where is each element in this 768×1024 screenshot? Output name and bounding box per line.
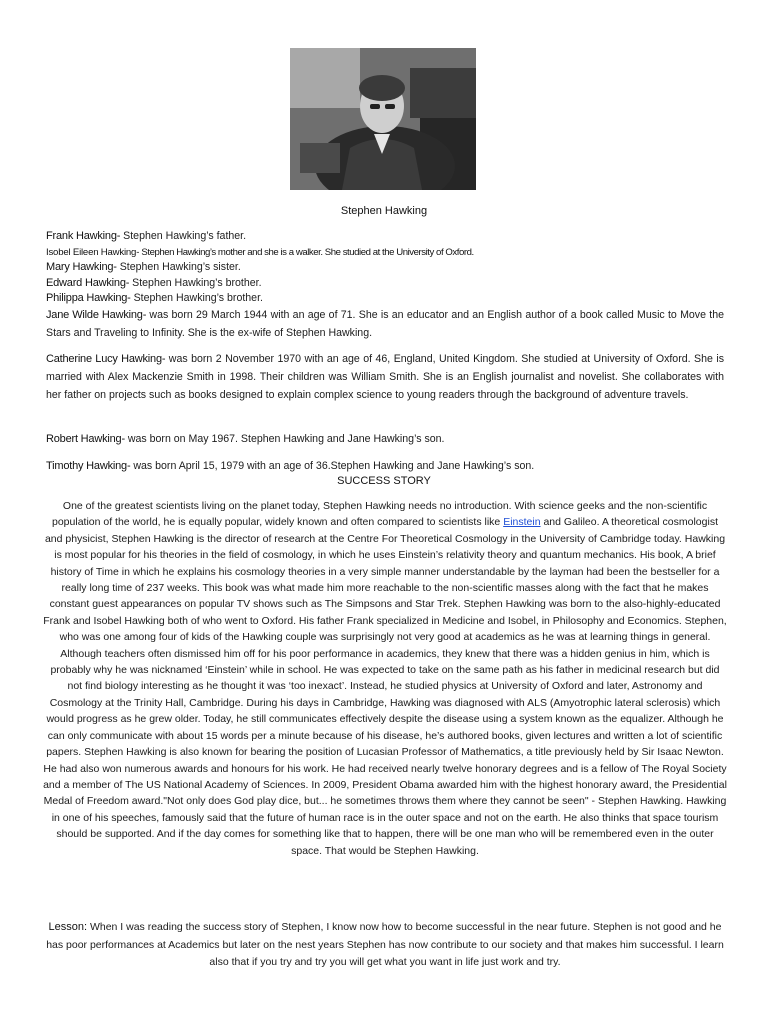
person-desc: was born 29 March 1944 with an age of 71. She is an educator and an English author of a book called Music to Move the Stars and Traveling to Infinity. She is the ex-wife of Stephen Hawking.	[46, 309, 724, 340]
family-desc: Stephen Hawking’s brother.	[129, 276, 262, 289]
family-item-philippa	[46, 291, 724, 307]
stephen-hawking-photo	[290, 48, 476, 190]
paragraph-timothy	[46, 457, 724, 475]
portrait-illustration	[290, 48, 476, 190]
paragraph-catherine	[46, 350, 724, 405]
family-desc: Stephen Hawking’s sister.	[116, 261, 241, 274]
person-name: Robert Hawking-	[46, 433, 125, 445]
lesson-text: When I was reading the success story of Stephen, I know now how to become successful in the near future. Stephen is not good and he has poor performances at Academics but later on the nest years Stephen has now contribute to our society and that makes him successful. I learn also that if you try and try you will get what you want in life just work and try.	[46, 921, 724, 969]
family-desc: Stephen Hawking’s mother and she is a walker. She studied at the University of Oxford.	[139, 246, 474, 258]
family-item-isobel	[46, 245, 724, 261]
paragraph-jane	[46, 306, 724, 342]
person-desc: was born April 15, 1979 with an age of 36.Stephen Hawking and Jane Hawking’s son.	[130, 460, 535, 472]
family-item-mary	[46, 260, 724, 276]
einstein-link[interactable]: Einstein	[503, 516, 541, 529]
person-desc: was born on May 1967. Stephen Hawking and Jane Hawking’s son.	[124, 433, 445, 445]
lesson-label: Lesson:	[48, 921, 88, 933]
person-desc: was born 2 November 1970 with an age of 46, England, United Kingdom. She studied at University of Oxford. She is married with Alex Mackenzie Smith in 1998. Their children was William Smith. She is an English journalist and novelist. She collaborates with her father on projects such as books designed to explain complex science to young readers through the background of adventure travels.	[46, 353, 724, 402]
success-text-start: One of the greatest scientists living on the planet today, Stephen Hawking needs no introduction. With science geeks and the non-scientific population of the world, he is equally popular, widely known and often compared to scientists like	[52, 500, 708, 529]
person-name: Jane Wilde Hawking-	[46, 309, 147, 321]
family-item-edward	[46, 276, 724, 292]
family-desc: Stephen Hawking’s brother.	[130, 292, 263, 305]
family-item-frank	[46, 229, 724, 245]
paragraph-robert	[46, 430, 724, 448]
success-story-heading: SUCCESS STORY	[337, 475, 431, 487]
success-text-rest: and Galileo. A theoretical cosmologist and physicist, Stephen Hawking is the director of research at the Centre For Theoretical Cosmology in the University of Cambridge today. Hawking is most popular for his theories in the field of cosmology, in which he uses Einstein’s relativity theory and quantum mechanics. His book, A brief history of Time in which he explains his cosmology theories in a very simple manner understandable by the layman had been the bestseller for a really long time of 237 weeks. This book was what made him more reachable to the non-scientific masses along with the fact that he makes constant guest appearances on popular TV shows such as The Simpsons and Star Trek. Stephen Hawking was born to the also-highly-educated Frank and Isobel Hawking both of who went to Oxford. His father Frank specialized in Medicine and Isobel, in Philosophy and Economics. Stephen, who was one among four of kids of the Hawking couple was surprisingly not very good at academics as he was at learning things in general. Although teachers often dismissed him off for his poor performance in academics, they knew that there was a hidden genius in him, which is probably why he was nicknamed ‘Einstein’ while in school. He was expected to take on the same path as his father in medicinal research but did not find biology interesting as he thought it was ‘too inexact’. Instead, he studied physics at University of Oxford and later, Astronomy and Cosmology at the Trinity Hall, Cambridge. During his days in Cambridge, Hawking was diagnosed with ALS (Amyotrophic lateral sclerosis) which would progress as he grew older. Today, he still communicates effectively despite the disease using a system known as the equalizer. Although he can only communicate with about 15 words per a minute because of his disease, he’s authored books, given lectures and written a lot of scientific papers. Stephen Hawking is also known for bearing the position of Lucasian Professor of Mathematics, a title previously held by Sir Isaac Newton. He had also won numerous awards and honours for his work. He had received nearly twelve honorary degrees and is a fellow of The Royal Society and a member of The US National Academy of Sciences. In 2009, President Obama awarded him with the highest honorary award, the Presidential Medal of Freedom award."Not only does God play dice, but... he sometimes throws them where they cannot be seen" - Stephen Hawking. Hawking in one of his speeches, famously said that the future of human race is in the outer space and not on the earth. He also thinks that space tourism should be supported. And if the day comes for something like that to happen, there will be one man who will be remembered even in the outer space. That would be Stephen Hawking.	[43, 516, 727, 857]
family-name: Mary Hawking-	[46, 261, 117, 274]
success-story-body	[42, 498, 728, 859]
person-name: Timothy Hawking-	[46, 460, 131, 472]
person-name: Catherine Lucy Hawking-	[46, 353, 166, 365]
family-list	[46, 229, 724, 307]
family-name: Edward Hawking-	[46, 276, 130, 289]
family-name: Isobel Eileen Hawking-	[46, 246, 140, 258]
family-name: Frank Hawking-	[46, 230, 121, 242]
family-name: Philippa Hawking-	[46, 292, 131, 305]
page-title: Stephen Hawking	[340, 205, 428, 217]
lesson-paragraph	[42, 919, 728, 972]
family-desc: Stephen Hawking’s father.	[120, 230, 247, 242]
